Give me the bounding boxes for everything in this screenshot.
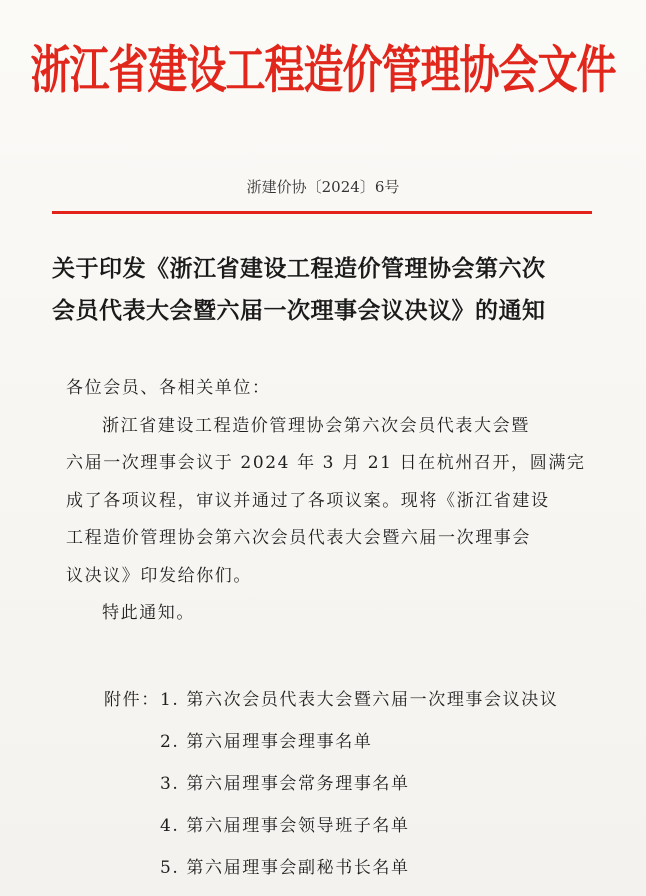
- attachment-item-3: 3. 第六届理事会常务理事名单: [160, 774, 410, 794]
- body-line-1: 浙江省建设工程造价管理协会第六次会员代表大会暨: [102, 415, 530, 436]
- body-line-5: 议决议》印发给你们。: [66, 565, 252, 586]
- attachment-item: [104, 848, 624, 890]
- attachment-item: [104, 680, 624, 722]
- attachment-item-4: 4. 第六届理事会领导班子名单: [160, 816, 410, 836]
- org-header-title: 浙江省建设工程造价管理协会文件: [30, 41, 616, 101]
- attachments-list: [104, 680, 624, 890]
- attachment-item-1: 1. 第六次会员代表大会暨六届一次理事会议决议: [160, 690, 559, 710]
- attachment-item: [104, 722, 624, 764]
- notice-title: [52, 248, 612, 332]
- attachment-item: [104, 806, 624, 848]
- attachment-item: [104, 764, 624, 806]
- body-line-4: 工程造价管理协会第六次会员代表大会暨六届一次理事会: [66, 528, 531, 548]
- attachment-item-5: 5. 第六届理事会副秘书长名单: [160, 858, 410, 878]
- attachments-label: 附件：: [104, 690, 160, 710]
- body-line-3: 成了各项议程，审议并通过了各项议案。现将《浙江省建设: [66, 490, 550, 511]
- body-line-2: 六届一次理事会议于 2024 年 3 月 21 日在杭州召开，圆满完: [66, 453, 586, 473]
- attachment-item-2: 2. 第六届理事会理事名单: [160, 732, 373, 752]
- notice-title-line-1: 关于印发《浙江省建设工程造价管理协会第六次: [52, 256, 546, 282]
- red-divider-rule: [52, 211, 592, 214]
- document-number: 浙建价协〔2024〕6号: [246, 178, 400, 196]
- notice-title-line-2: 会员代表大会暨六届一次理事会议决议》的通知: [52, 298, 546, 324]
- salutation: 各位会员、各相关单位：: [66, 378, 271, 398]
- notice-body: [66, 370, 606, 633]
- closing-line: 特此通知。: [102, 603, 195, 623]
